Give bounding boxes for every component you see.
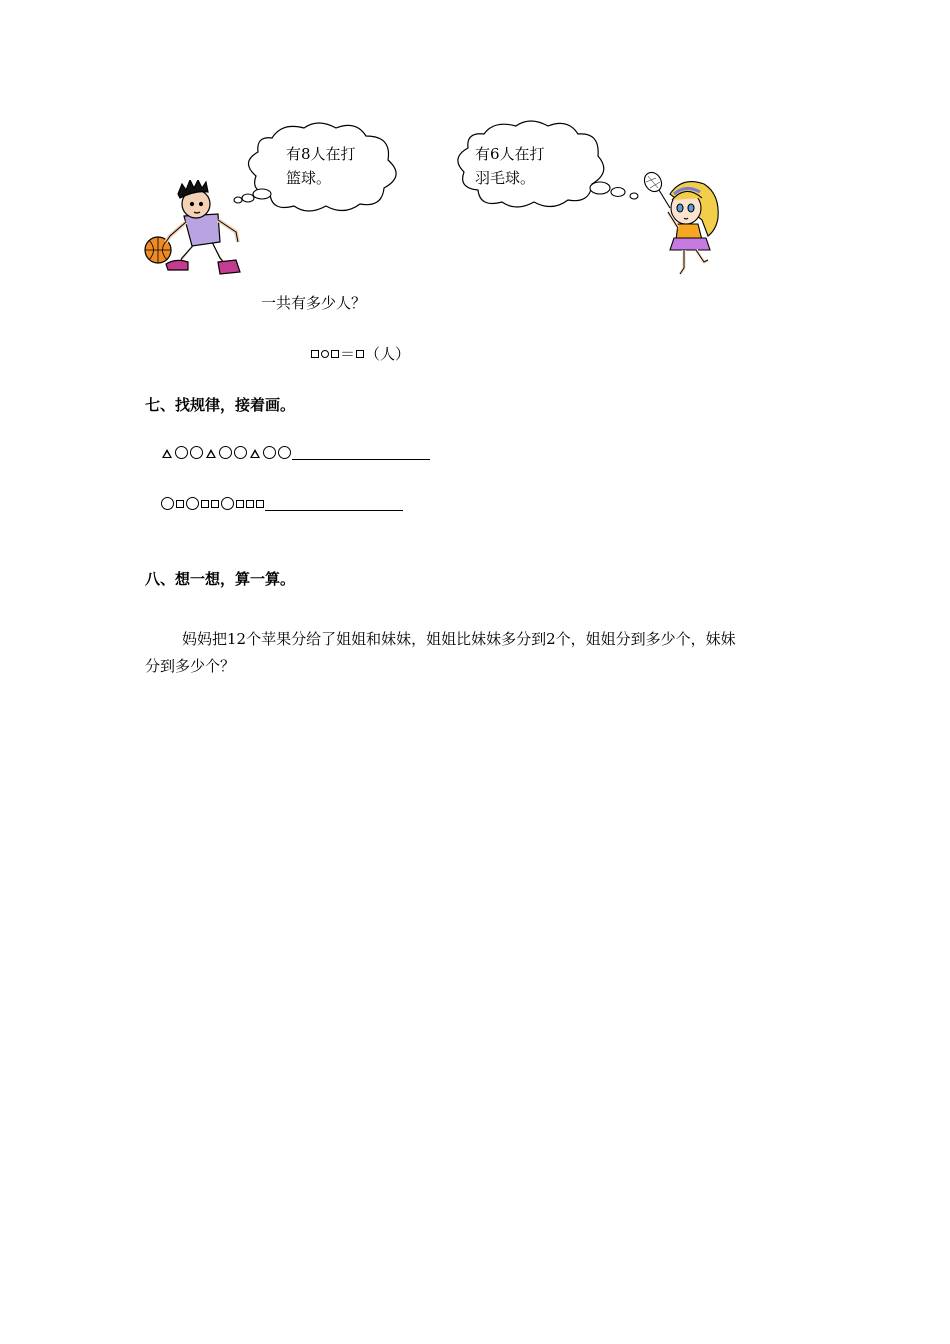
circle-icon	[263, 446, 276, 459]
square-icon	[176, 500, 184, 508]
badminton-girl-illustration	[640, 170, 730, 280]
circle-icon	[221, 497, 234, 510]
answer-box-icon[interactable]	[331, 350, 339, 358]
bubble-right-line2: 羽毛球。	[475, 169, 536, 187]
square-icon	[201, 500, 209, 508]
triangle-icon	[250, 449, 260, 458]
answer-blank-2[interactable]	[265, 510, 403, 511]
problem-line-1: 妈妈把12个苹果分给了姐姐和妹妹，姐姐比妹妹多分到2个，姐姐分到多少个，妹妹	[182, 630, 736, 648]
bubble-left-text	[286, 142, 356, 190]
triangle-icon	[162, 449, 172, 458]
triangle-icon	[206, 449, 216, 458]
equals-sign: ＝	[340, 345, 356, 363]
answer-blank-1[interactable]	[292, 459, 430, 460]
problem-line-2: 分到多少个？	[145, 657, 236, 675]
pattern-row-1	[160, 444, 430, 462]
answer-box-icon[interactable]	[311, 350, 319, 358]
circle-icon	[161, 497, 174, 510]
square-icon	[236, 500, 244, 508]
circle-icon	[219, 446, 232, 459]
circle-icon	[278, 446, 291, 459]
operator-circle-icon[interactable]	[321, 350, 329, 358]
circle-icon	[234, 446, 247, 459]
bubble-left-line2: 篮球。	[286, 169, 332, 187]
circle-icon	[186, 497, 199, 510]
bubble-left-line1: 有8人在打	[286, 145, 356, 163]
equation-unit: （人）	[365, 345, 411, 363]
square-icon	[246, 500, 254, 508]
pattern-row-2	[160, 495, 403, 513]
answer-box-icon[interactable]	[356, 350, 364, 358]
bubble-right-text	[475, 142, 545, 190]
section7-title: 七、找规律，接着画。	[145, 396, 296, 414]
circle-icon	[190, 446, 203, 459]
square-icon	[256, 500, 264, 508]
question-text: 一共有多少人？	[261, 294, 367, 312]
bubble-right-line1: 有6人在打	[475, 145, 545, 163]
section8-title: 八、想一想，算一算。	[145, 570, 296, 588]
circle-icon	[175, 446, 188, 459]
square-icon	[211, 500, 219, 508]
equation-line	[310, 343, 410, 364]
